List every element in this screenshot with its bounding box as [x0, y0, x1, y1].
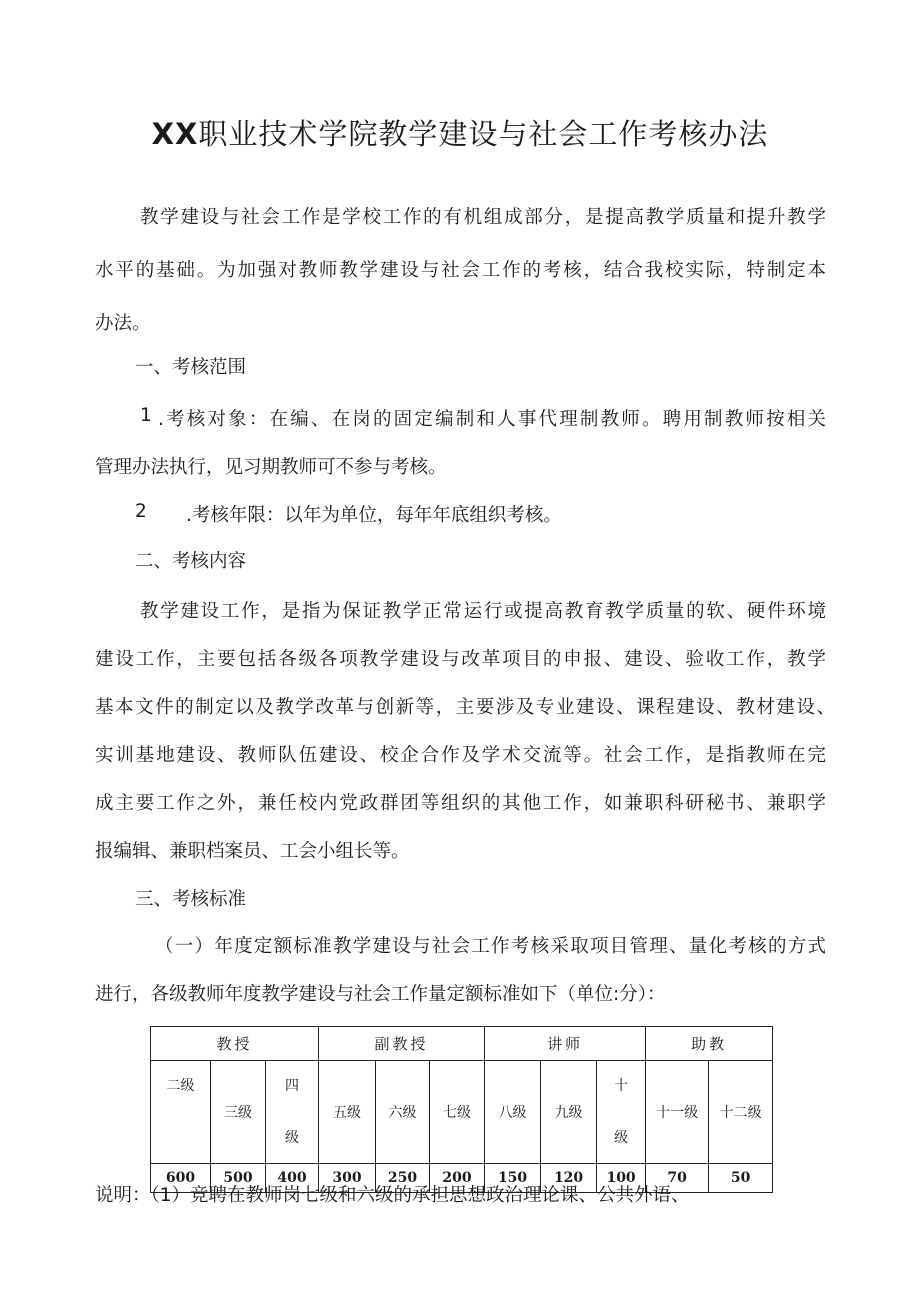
section-heading-scope: 一、考核范围 — [135, 357, 247, 378]
level-9: 九级 — [541, 1061, 597, 1164]
section-heading-content: 二、考核内容 — [135, 551, 247, 572]
content-line-2: 建设工作，主要包括各级各项教学建设与改革项目的申报、建设、验收工作，教学 — [95, 649, 826, 670]
group-lecturer: 讲师 — [485, 1027, 646, 1061]
level-4 — [266, 1061, 319, 1164]
group-assistant: 助教 — [646, 1027, 773, 1061]
item-1-number: 1 — [140, 405, 152, 426]
level-12: 十二级 — [709, 1061, 773, 1164]
level-10-top: 十 — [614, 1078, 629, 1094]
level-10 — [597, 1061, 646, 1164]
quota-table — [150, 1026, 773, 1193]
content-line-1: 教学建设工作，是指为保证教学正常运行或提高教育教学质量的软、硬件环境 — [140, 601, 826, 622]
content-line-6: 报编辑、兼职档案员、工会小组长等。 — [95, 841, 410, 862]
table-header-levels — [151, 1061, 773, 1164]
value-cell: 150 — [485, 1164, 541, 1193]
value-cell: 400 — [266, 1164, 319, 1193]
level-2: 二级 — [151, 1061, 211, 1164]
value-cell: 600 — [151, 1164, 211, 1193]
level-6: 六级 — [376, 1061, 430, 1164]
content-line-5: 成主要工作之外，兼任校内党政群团等组织的其他工作，如兼职科研秘书、兼职学 — [95, 793, 826, 814]
level-11: 十一级 — [646, 1061, 709, 1164]
intro-line-3: 办法。 — [95, 313, 151, 334]
note-line: 说明：（1）竞聘在教师岗七级和六级的承担思想政治理论课、公共外语、 — [95, 1184, 690, 1206]
level-4-bottom: 级 — [285, 1130, 300, 1146]
group-associate-professor: 副教授 — [319, 1027, 485, 1061]
intro-line-1: 教学建设与社会工作是学校工作的有机组成部分，是提高教学质量和提升教学 — [140, 207, 826, 228]
value-cell: 200 — [430, 1164, 485, 1193]
level-7: 七级 — [430, 1061, 485, 1164]
level-3: 三级 — [211, 1061, 266, 1164]
content-line-4: 实训基地建设、教师队伍建设、校企合作及学术交流等。社会工作，是指教师在完 — [95, 745, 826, 766]
document-title — [0, 112, 920, 153]
value-cell: 100 — [597, 1164, 646, 1193]
level-4-top: 四 — [285, 1078, 300, 1094]
intro-line-2: 水平的基础。为加强对教师教学建设与社会工作的考核，结合我校实际，特制定本 — [95, 260, 826, 281]
value-cell: 50 — [709, 1164, 773, 1193]
value-cell: 300 — [319, 1164, 376, 1193]
level-10-bottom: 级 — [614, 1130, 629, 1146]
item-1-continued: 管理办法执行，见习期教师可不参与考核。 — [95, 457, 447, 478]
section-heading-standard: 三、考核标准 — [135, 889, 247, 910]
content-line-3: 基本文件的制定以及教学改革与创新等，主要涉及专业建设、课程建设、教材建设、 — [95, 697, 835, 718]
level-5: 五级 — [319, 1061, 376, 1164]
title-prefix: XX — [151, 117, 199, 151]
item-2-number: 2 — [135, 501, 147, 522]
title-text: 职业技术学院教学建设与社会工作考核办法 — [198, 117, 769, 151]
level-8: 八级 — [485, 1061, 541, 1164]
value-cell: 70 — [646, 1164, 709, 1193]
item-2-text: .考核年限：以年为单位，每年年底组织考核。 — [186, 505, 562, 526]
standard-line-2: 进行，各级教师年度教学建设与社会工作量定额标准如下（单位:分）： — [95, 984, 666, 1005]
item-1-text: .考核对象：在编、在岗的固定编制和人事代理制教师。聘用制教师按相关 — [158, 409, 826, 430]
table-header-groups — [151, 1027, 773, 1061]
value-cell: 120 — [541, 1164, 597, 1193]
standard-line-1: （一）年度定额标准教学建设与社会工作考核采取项目管理、量化考核的方式 — [155, 936, 826, 957]
value-cell: 250 — [376, 1164, 430, 1193]
group-professor: 教授 — [151, 1027, 319, 1061]
value-cell: 500 — [211, 1164, 266, 1193]
